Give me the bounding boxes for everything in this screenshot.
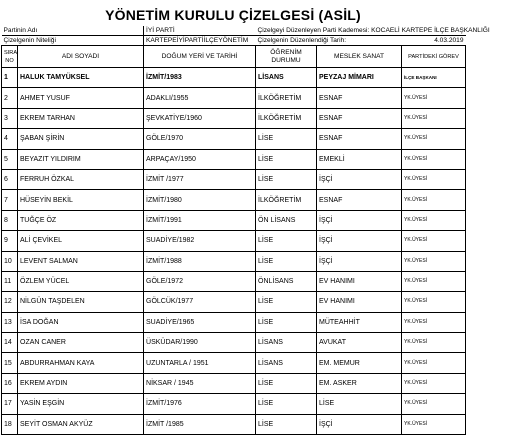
birth-place-date: İZMİT/1980	[144, 190, 256, 210]
education: LİSE	[256, 394, 317, 414]
occupation: AVUKAT	[317, 333, 402, 353]
member-name: ALİ ÇEVİKEL	[18, 231, 144, 251]
birth-place-date: İZMİT/1976	[144, 394, 256, 414]
education: LİSANS	[256, 353, 317, 373]
birth-place-date: İZMİT/1983	[144, 68, 256, 88]
nature-label: Çizelgenin Niteliği	[2, 36, 144, 46]
party-role: YK.ÜYESİ	[402, 190, 466, 210]
occupation: EV HANIMI	[317, 271, 402, 291]
occupation: ESNAF	[317, 190, 402, 210]
education: ÖNLİSANS	[256, 271, 317, 291]
education: LİSE	[256, 169, 317, 189]
occupation: EM. ASKER	[317, 373, 402, 393]
occupation: LİSE	[317, 394, 402, 414]
party-role: YK.ÜYESİ	[402, 394, 466, 414]
party-label: Partinin Adı	[2, 26, 144, 36]
header-name: ADI SOYADI	[18, 46, 144, 68]
party-role: YK.ÜYESİ	[402, 333, 466, 353]
birth-place-date: SUADİYE/1965	[144, 312, 256, 332]
party-role: YK.ÜYESİ	[402, 373, 466, 393]
birth-place-date: ŞEVKATİYE/1960	[144, 108, 256, 128]
nature-value: KARTEPEİYİPARTİİLÇEYÖNETİM	[144, 36, 256, 46]
member-name: SEYİT OSMAN AKYÜZ	[18, 414, 144, 434]
birth-place-date: NİKSAR / 1945	[144, 373, 256, 393]
party-role: YK.ÜYESİ	[402, 312, 466, 332]
row-number: 8	[2, 210, 18, 230]
row-number: 3	[2, 108, 18, 128]
birth-place-date: İZMİT /1985	[144, 414, 256, 434]
org-label: Çizelgeyi Düzenleyen Parti Kademesi:	[257, 27, 370, 34]
birth-place-date: GÖLCÜK/1977	[144, 292, 256, 312]
birth-place-date: UZUNTARLA / 1951	[144, 353, 256, 373]
row-number: 5	[2, 149, 18, 169]
member-name: AHMET YUSUF	[18, 88, 144, 108]
member-name: HALUK TAMYÜKSEL	[18, 68, 144, 88]
education: LİSE	[256, 251, 317, 271]
occupation: ESNAF	[317, 108, 402, 128]
org-cell	[256, 26, 490, 36]
education: LİSE	[256, 373, 317, 393]
table-row	[2, 251, 466, 271]
party-role: YK.ÜYESİ	[402, 108, 466, 128]
table-row	[2, 333, 466, 353]
table-row	[2, 312, 466, 332]
header-job: MESLEK SANAT	[317, 46, 402, 68]
education: LİSANS	[256, 333, 317, 353]
occupation: İŞÇİ	[317, 251, 402, 271]
row-number: 13	[2, 312, 18, 332]
table-header-row	[2, 46, 466, 68]
member-name: HÜSEYİN BEKİL	[18, 190, 144, 210]
occupation: ESNAF	[317, 129, 402, 149]
occupation: İŞÇİ	[317, 231, 402, 251]
table-row	[2, 231, 466, 251]
party-role: YK.ÜYESİ	[402, 88, 466, 108]
birth-place-date: SUADİYE/1982	[144, 231, 256, 251]
occupation: İŞÇİ	[317, 414, 402, 434]
row-number: 18	[2, 414, 18, 434]
table-row	[2, 108, 466, 128]
birth-place-date: GÖLE/1972	[144, 271, 256, 291]
row-number: 1	[2, 68, 18, 88]
table-row	[2, 190, 466, 210]
birth-place-date: GÖLE/1970	[144, 129, 256, 149]
education: LİSE	[256, 149, 317, 169]
party-role: YK.ÜYESİ	[402, 414, 466, 434]
header-education: ÖĞRENİM DURUMU	[256, 46, 317, 68]
member-name: EKREM TARHAN	[18, 108, 144, 128]
birth-place-date: ADAKLI/1955	[144, 88, 256, 108]
org-value: KOCAELİ KARTEPE İLÇE BAŞKANLIĞI	[371, 27, 490, 34]
header-birth: DOĞUM YERİ VE TARİHİ	[144, 46, 256, 68]
row-number: 16	[2, 373, 18, 393]
date-value: 4.03.2019	[402, 36, 466, 46]
table-row	[2, 129, 466, 149]
birth-place-date: İZMİT /1977	[144, 169, 256, 189]
occupation: İŞÇİ	[317, 169, 402, 189]
birth-place-date: İZMİT/1988	[144, 251, 256, 271]
table-row	[2, 271, 466, 291]
party-role: YK.ÜYESİ	[402, 251, 466, 271]
member-name: NİLGÜN TAŞDELEN	[18, 292, 144, 312]
row-number: 14	[2, 333, 18, 353]
row-number: 11	[2, 271, 18, 291]
occupation: EMEKLİ	[317, 149, 402, 169]
meta-row-1	[2, 26, 466, 36]
education: İLKÖĞRETİM	[256, 190, 317, 210]
member-name: FERRUH ÖZKAL	[18, 169, 144, 189]
education: İLKÖĞRETİM	[256, 88, 317, 108]
party-role: YK.ÜYESİ	[402, 271, 466, 291]
member-name: EKREM AYDIN	[18, 373, 144, 393]
header-role: PARTİDEKİ GÖREV	[402, 46, 466, 68]
party-value: İYİ PARTİ	[144, 26, 256, 36]
education: LİSE	[256, 129, 317, 149]
table-row	[2, 373, 466, 393]
education: LİSANS	[256, 68, 317, 88]
date-label: Çizelgenin Düzenlendiği Tarih:	[256, 36, 402, 46]
meta-row-2	[2, 36, 466, 46]
table-row	[2, 353, 466, 373]
row-number: 9	[2, 231, 18, 251]
education: LİSE	[256, 231, 317, 251]
party-role: YK.ÜYESİ	[402, 169, 466, 189]
member-name: OZAN CANER	[18, 333, 144, 353]
occupation: EM. MEMUR	[317, 353, 402, 373]
occupation: EV HANIMI	[317, 292, 402, 312]
table-row	[2, 394, 466, 414]
document-title: YÖNETİM KURULU ÇİZELGESİ (ASİL)	[105, 7, 361, 23]
document-sheet	[1, 4, 490, 435]
member-name: LEVENT SALMAN	[18, 251, 144, 271]
birth-place-date: İZMİT/1991	[144, 210, 256, 230]
occupation: İŞÇİ	[317, 210, 402, 230]
education: LİSE	[256, 414, 317, 434]
row-number: 2	[2, 88, 18, 108]
table-row	[2, 210, 466, 230]
member-name: ŞABAN ŞİRİN	[18, 129, 144, 149]
education: ÖN LİSANS	[256, 210, 317, 230]
party-role: YK.ÜYESİ	[402, 292, 466, 312]
birth-place-date: ÜSKÜDAR/1990	[144, 333, 256, 353]
row-number: 6	[2, 169, 18, 189]
occupation: PEYZAJ MİMARI	[317, 68, 402, 88]
party-role: İLÇE BAŞKANI	[402, 68, 466, 88]
member-name: BEYAZIT YILDIRIM	[18, 149, 144, 169]
party-role: YK.ÜYESİ	[402, 149, 466, 169]
table-row	[2, 292, 466, 312]
member-name: YASİN EŞGİN	[18, 394, 144, 414]
party-role: YK.ÜYESİ	[402, 353, 466, 373]
member-name: İSA DOĞAN	[18, 312, 144, 332]
row-number: 17	[2, 394, 18, 414]
row-number: 12	[2, 292, 18, 312]
education: LİSE	[256, 312, 317, 332]
table-row	[2, 68, 466, 88]
row-number: 4	[2, 129, 18, 149]
table-row	[2, 169, 466, 189]
row-number: 10	[2, 251, 18, 271]
table-row	[2, 88, 466, 108]
education: İLKÖĞRETİM	[256, 108, 317, 128]
table-row	[2, 414, 466, 434]
row-number: 7	[2, 190, 18, 210]
header-no: SIRA NO	[2, 46, 18, 68]
education: LİSE	[256, 292, 317, 312]
birth-place-date: ARPAÇAY/1950	[144, 149, 256, 169]
occupation: MÜTEAHHİT	[317, 312, 402, 332]
member-name: ÖZLEM YÜCEL	[18, 271, 144, 291]
member-name: ABDURRAHMAN KAYA	[18, 353, 144, 373]
row-number: 15	[2, 353, 18, 373]
member-name: TUĞÇE ÖZ	[18, 210, 144, 230]
party-role: YK.ÜYESİ	[402, 231, 466, 251]
roster-table	[1, 26, 490, 435]
occupation: ESNAF	[317, 88, 402, 108]
party-role: YK.ÜYESİ	[402, 129, 466, 149]
party-role: YK.ÜYESİ	[402, 210, 466, 230]
table-row	[2, 149, 466, 169]
